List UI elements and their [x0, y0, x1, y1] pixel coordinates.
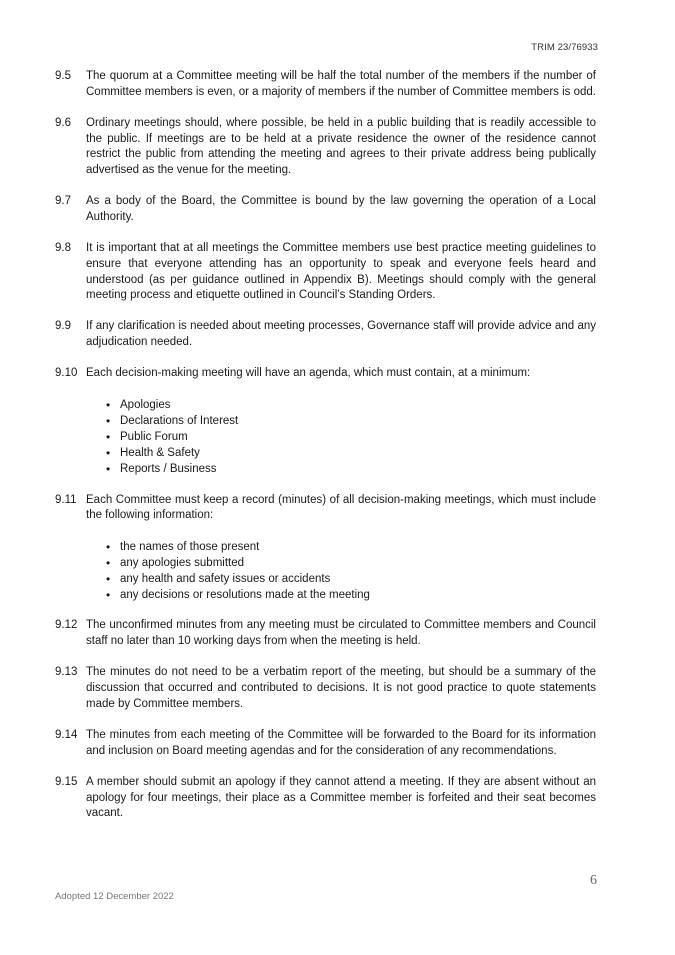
clause-text: The unconfirmed minutes from any meeting must be circulated to Committee members and Council staff no later than 10 working days from when the meeting is held.: [86, 619, 596, 648]
clause-number: 9.9: [55, 320, 71, 333]
clause-text: It is important that at all meetings the Committee members use best practice meeting guidelines to ensure that everyone attending has an opportunity to speak and everyone feels heard and understood (as per guidance outlined in Appendix B). Meetings should comply with the general meeting process and etiquette outlined in Council’s Standing Orders.: [86, 242, 596, 302]
agenda-items-list: [86, 397, 596, 477]
clause-number: 9.11: [55, 493, 77, 506]
clause-text: A member should submit an apology if they cannot attend a meeting. If they are absent without an apology for four meetings, their place as a Committee member is forfeited and their seat becomes vacant.: [86, 775, 596, 820]
list-item: • Reports / Business: [106, 461, 596, 477]
clause-9-5: [55, 69, 596, 100]
clause-9-15: [55, 775, 596, 822]
clause-9-14: [55, 728, 596, 759]
clause-9-12: [55, 618, 596, 649]
clause-text: If any clarification is needed about meeting processes, Governance staff will provide advice and any adjudication needed.: [86, 320, 596, 349]
list-item: • any health and safety issues or accidents: [106, 571, 596, 587]
clause-number: 9.13: [55, 666, 78, 679]
clause-number: 9.14: [55, 728, 78, 741]
clause-number: 9.8: [55, 242, 71, 255]
clause-9-10: [55, 366, 596, 477]
clause-text: As a body of the Board, the Committee is bound by the law governing the operation of a Local Authority.: [86, 195, 596, 223]
clause-number: 9.6: [55, 116, 71, 129]
list-item: • Public Forum: [106, 429, 596, 445]
page-number: 6: [590, 873, 597, 888]
clause-number: 9.10: [55, 367, 78, 380]
clause-9-9: [55, 319, 596, 350]
clause-text: Ordinary meetings should, where possible, be held in a public building that is readily accessible to the public. If meetings are to be held at a private residence the owner of the residence cannot restrict the public from attending the meeting and agrees to their private address being publically advertised as the venue for the meeting.: [86, 116, 596, 177]
clause-9-11: [55, 493, 596, 603]
clause-text: The minutes from each meeting of the Committee will be forwarded to the Board for its information and inclusion on Board meeting agendas and for the consideration of any recommendations.: [86, 728, 596, 757]
list-item: • any decisions or resolutions made at the meeting: [106, 587, 596, 603]
list-item: • Declarations of Interest: [106, 413, 596, 429]
minutes-info-list: [86, 539, 596, 603]
clause-9-7: [55, 194, 596, 225]
clause-9-13: [55, 665, 596, 712]
clause-number: 9.5: [55, 70, 71, 82]
list-item: • Health & Safety: [106, 445, 596, 461]
list-item: • Apologies: [106, 397, 596, 413]
clause-9-6: [55, 116, 596, 179]
clauses-section: [55, 69, 596, 837]
clause-text: The minutes do not need to be a verbatim report of the meeting, but should be a summary of the discussion that occurred and contributed to decisions. It is not good practice to quote statements made by Committee members.: [86, 666, 596, 710]
list-item: • the names of those present: [106, 539, 596, 555]
clause-number: 9.15: [55, 775, 78, 788]
trim-reference: TRIM 23/76933: [531, 42, 598, 53]
clause-text: The quorum at a Committee meeting will be half the total number of the members if the number of Committee members is even, or a majority of members if the number of Committee members is odd.: [86, 70, 597, 98]
clause-text: Each decision-making meeting will have an agenda, which must contain, at a minimum:: [86, 367, 531, 380]
clause-text: Each Committee must keep a record (minutes) of all decision-making meetings, which must include the following information:: [86, 493, 596, 522]
clause-9-8: [55, 241, 596, 304]
clause-number: 9.12: [55, 619, 78, 632]
clause-number: 9.7: [55, 195, 71, 208]
list-item: • any apologies submitted: [106, 555, 596, 571]
adopted-date: Adopted 12 December 2022: [55, 891, 174, 902]
